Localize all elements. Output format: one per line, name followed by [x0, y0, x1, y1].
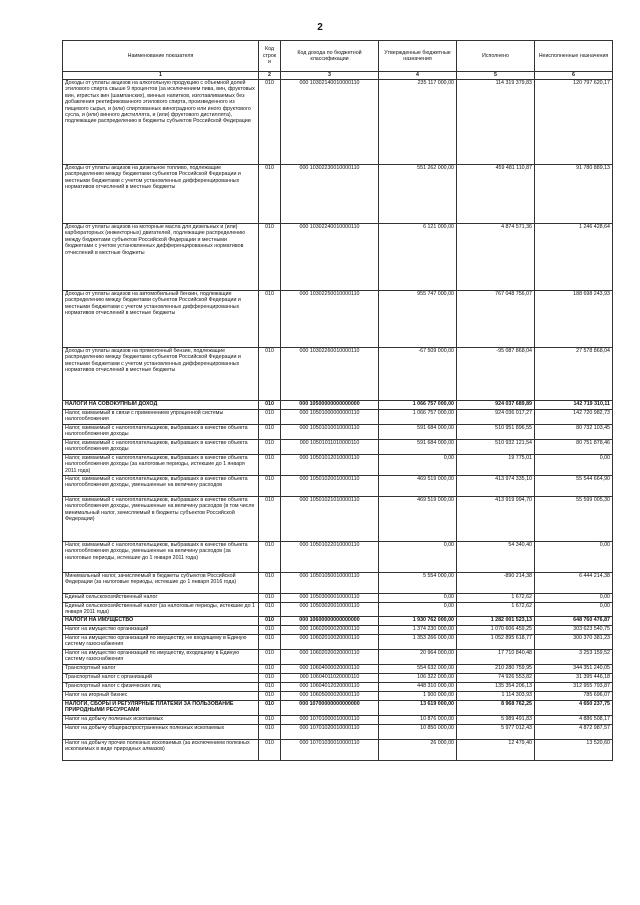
row-kbk: 000 10501050010000110 [281, 573, 379, 594]
row-approved: 0,00 [379, 603, 457, 617]
table-row [63, 603, 613, 617]
row-approved: 591 684 000,00 [379, 440, 457, 455]
row-executed: 413 974 335,10 [457, 476, 535, 497]
row-remaining: 27 578 868,04 [535, 348, 613, 401]
row-remaining: 300 370 381,23 [535, 635, 613, 650]
row-approved: 10 850 000,00 [379, 725, 457, 740]
row-line-code: 010 [259, 650, 281, 665]
row-remaining: 785 696,07 [535, 692, 613, 701]
row-executed: 210 280 759,95 [457, 665, 535, 674]
row-kbk: 000 10503000010000110 [281, 594, 379, 603]
row-kbk: 000 10501021010000110 [281, 497, 379, 542]
row-kbk: 000 10501022010000110 [281, 542, 379, 573]
row-approved: 235 117 000,00 [379, 80, 457, 165]
table-row [63, 683, 613, 692]
row-approved: 10 876 000,00 [379, 716, 457, 725]
row-line-code: 010 [259, 401, 281, 410]
row-approved: 6 121 000,00 [379, 224, 457, 291]
table-row [63, 635, 613, 650]
header-executed: Исполнено [457, 41, 535, 72]
row-name: Транспортный налог с организаций [63, 674, 259, 683]
row-remaining: 0,00 [535, 603, 613, 617]
column-number: 1 [63, 72, 259, 80]
column-number: 3 [281, 72, 379, 80]
row-name: Транспортный налог с физических лиц [63, 683, 259, 692]
row-line-code: 010 [259, 674, 281, 683]
row-approved: 5 554 000,00 [379, 573, 457, 594]
column-number: 6 [535, 72, 613, 80]
row-name: Транспортный налог [63, 665, 259, 674]
row-name: Налог, взимаемый с налогоплательщиков, выбравших в качестве объекта налогообложения доходы, уменьшенные на величину расходов [63, 476, 259, 497]
table-row [63, 725, 613, 740]
row-line-code: 010 [259, 594, 281, 603]
row-remaining: 142 719 310,11 [535, 401, 613, 410]
row-name: Налог на добычу общераспространенных полезных ископаемых [63, 725, 259, 740]
row-remaining: 303 623 540,75 [535, 626, 613, 635]
header-approved: Утвержденные бюджетные назначения [379, 41, 457, 72]
row-remaining: 0,00 [535, 455, 613, 476]
row-remaining: 55 544 664,90 [535, 476, 613, 497]
row-approved: 551 262 000,00 [379, 165, 457, 224]
row-executed: 74 926 553,82 [457, 674, 535, 683]
row-remaining: 6 444 214,38 [535, 573, 613, 594]
row-executed: 54 340,40 [457, 542, 535, 573]
row-executed: 12 479,40 [457, 740, 535, 761]
header-budget-classification-code: Код дохода по бюджетной классификации [281, 41, 379, 72]
row-remaining: 13 520,60 [535, 740, 613, 761]
row-executed: 5 977 012,43 [457, 725, 535, 740]
row-name: Налог, взимаемый с налогоплательщиков, выбравших в качестве объекта налогообложения доходы [63, 425, 259, 440]
row-line-code: 010 [259, 455, 281, 476]
row-kbk: 000 10701030010000110 [281, 740, 379, 761]
table-row [63, 542, 613, 573]
row-kbk: 000 10602010020000110 [281, 635, 379, 650]
row-executed: 4 874 571,36 [457, 224, 535, 291]
table-row [63, 455, 613, 476]
row-line-code: 010 [259, 497, 281, 542]
row-remaining: 80 751 878,46 [535, 440, 613, 455]
row-executed: 1 672,62 [457, 603, 535, 617]
row-kbk: 000 10602020020000110 [281, 650, 379, 665]
row-approved: 955 747 000,00 [379, 291, 457, 348]
row-kbk: 000 10700000000000000 [281, 701, 379, 716]
row-remaining: 648 760 476,87 [535, 617, 613, 626]
row-remaining: 0,00 [535, 542, 613, 573]
row-name: Налог на игорный бизнес [63, 692, 259, 701]
row-line-code: 010 [259, 348, 281, 401]
row-kbk: 000 10604012020000110 [281, 683, 379, 692]
row-remaining: 344 351 240,05 [535, 665, 613, 674]
table-row [63, 692, 613, 701]
row-name: Налог на имущество организаций по имуществу, не входящему в Единую систему газоснабжения [63, 635, 259, 650]
row-remaining: 1 246 428,64 [535, 224, 613, 291]
row-line-code: 010 [259, 683, 281, 692]
row-name: Налог на добычу полезных ископаемых [63, 716, 259, 725]
row-line-code: 010 [259, 617, 281, 626]
row-executed: 924 037 689,89 [457, 401, 535, 410]
table-row [63, 401, 613, 410]
table-row [63, 740, 613, 761]
row-name: Налог на имущество организаций по имуществу, входящему в Единую систему газоснабжения [63, 650, 259, 665]
row-line-code: 010 [259, 410, 281, 425]
row-executed: 767 048 756,07 [457, 291, 535, 348]
row-line-code: 010 [259, 476, 281, 497]
row-kbk: 000 10605000020000110 [281, 692, 379, 701]
row-line-code: 010 [259, 626, 281, 635]
table-row [63, 701, 613, 716]
row-name: Налог на добычу прочих полезных ископаемых (за исключением полезных ископаемых в виде природных алмазов) [63, 740, 259, 761]
row-name: Доходы от уплаты акцизов на дизельное топливо, подлежащие распределению между бюджетами субъектов Российской Федерации и местными бюджетами с учетом установленных дифференцированных нормативов отчислений в местные бюджеты [63, 165, 259, 224]
table-row [63, 224, 613, 291]
row-executed: 1 282 001 523,13 [457, 617, 535, 626]
row-kbk: 000 10302260010000110 [281, 348, 379, 401]
row-executed: 5 989 491,83 [457, 716, 535, 725]
row-name: Доходы от уплаты акцизов на автомобильный бензин, подлежащие распределению между бюджетами субъектов Российской Федерации и местными бюджетами с учетом установленных дифференцированных нормативов отчислений в местные бюджеты [63, 291, 259, 348]
row-name: Налог, взимаемый в связи с применением упрощенной системы налогообложения [63, 410, 259, 425]
row-executed: 114 319 379,83 [457, 80, 535, 165]
table-row [63, 80, 613, 165]
row-executed: 510 951 896,55 [457, 425, 535, 440]
row-executed: 19 775,01 [457, 455, 535, 476]
row-line-code: 010 [259, 603, 281, 617]
row-line-code: 010 [259, 635, 281, 650]
row-approved: 13 619 000,00 [379, 701, 457, 716]
row-executed: 1 114 303,93 [457, 692, 535, 701]
budget-revenue-table [62, 40, 613, 761]
row-executed: 1 070 606 459,25 [457, 626, 535, 635]
row-approved: 1 066 757 000,00 [379, 401, 457, 410]
row-kbk: 000 10604011020000110 [281, 674, 379, 683]
row-approved: 0,00 [379, 542, 457, 573]
table-row [63, 716, 613, 725]
row-kbk: 000 10501020010000110 [281, 476, 379, 497]
row-executed: 8 968 762,25 [457, 701, 535, 716]
row-line-code: 010 [259, 573, 281, 594]
row-line-code: 010 [259, 80, 281, 165]
row-approved: 1 930 762 000,00 [379, 617, 457, 626]
row-approved: 1 353 266 000,00 [379, 635, 457, 650]
row-remaining: 312 955 793,87 [535, 683, 613, 692]
row-name: Единый сельскохозяйственный налог (за налоговые периоды, истекшие до 1 января 2011 года) [63, 603, 259, 617]
row-name: Доходы от уплаты акцизов на прямогонный бензин, подлежащие распределению между бюджетами субъектов Российской Федерации и местными бюджетами с учетом установленных дифференцированных нормативов отчислений в местные бюджеты [63, 348, 259, 401]
row-kbk: 000 10600000000000000 [281, 617, 379, 626]
table-row [63, 476, 613, 497]
row-name: Налог, взимаемый с налогоплательщиков, выбравших в качестве объекта налогообложения доходы, уменьшенные на величину расходов (за налоговые периоды, истекшие до 1 января 2011 года) [63, 542, 259, 573]
row-line-code: 010 [259, 725, 281, 740]
table-row [63, 348, 613, 401]
row-kbk: 000 10501011010000110 [281, 440, 379, 455]
table-row [63, 626, 613, 635]
row-line-code: 010 [259, 542, 281, 573]
row-line-code: 010 [259, 291, 281, 348]
row-kbk: 000 10500000000000000 [281, 401, 379, 410]
row-kbk: 000 10701000010000110 [281, 716, 379, 725]
row-approved: 448 310 000,00 [379, 683, 457, 692]
row-line-code: 010 [259, 665, 281, 674]
row-kbk: 000 10501012010000110 [281, 455, 379, 476]
row-remaining: 188 698 243,93 [535, 291, 613, 348]
row-executed: 17 710 840,48 [457, 650, 535, 665]
row-executed: 510 932 121,54 [457, 440, 535, 455]
row-name: Доходы от уплаты акцизов на моторные масла для дизельных и (или) карбюраторных (инжекторных) двигателей, подлежащие распределению между бюджетами субъектов Российской Федерации и местными бюджетами с учетом установленных дифференцированных нормативов отчислений в местные бюджеты [63, 224, 259, 291]
row-line-code: 010 [259, 425, 281, 440]
row-kbk: 000 10604000020000110 [281, 665, 379, 674]
table-row [63, 425, 613, 440]
row-executed: 924 036 017,27 [457, 410, 535, 425]
row-approved: 1 374 230 000,00 [379, 626, 457, 635]
row-kbk: 000 10302140010000110 [281, 80, 379, 165]
row-line-code: 010 [259, 224, 281, 291]
row-name: Минимальный налог, зачисляемый в бюджеты субъектов Российской Федерации (за налоговые периоды, истекшие до 1 января 2016 года) [63, 573, 259, 594]
row-kbk: 000 10302240010000110 [281, 224, 379, 291]
table-row [63, 665, 613, 674]
table-row [63, 573, 613, 594]
column-number: 2 [259, 72, 281, 80]
page-number: 2 [317, 22, 323, 33]
column-number: 5 [457, 72, 535, 80]
row-remaining: 3 253 159,52 [535, 650, 613, 665]
row-name: Налог, взимаемый с налогоплательщиков, выбравших в качестве объекта налогообложения доходы, уменьшенные на величину расходов (в том числе минимальный налог, зачисляемый в бюджеты субъектов Российской Федерации) [63, 497, 259, 542]
row-kbk: 000 10503020010000110 [281, 603, 379, 617]
row-approved: 106 322 000,00 [379, 674, 457, 683]
row-remaining: 91 780 889,13 [535, 165, 613, 224]
row-name: Налог, взимаемый с налогоплательщиков, выбравших в качестве объекта налогообложения доходы [63, 440, 259, 455]
row-remaining: 120 797 620,17 [535, 80, 613, 165]
row-name: НАЛОГИ НА СОВОКУПНЫЙ ДОХОД [63, 401, 259, 410]
row-line-code: 010 [259, 440, 281, 455]
row-approved: 469 519 000,00 [379, 497, 457, 542]
row-name: НАЛОГИ НА ИМУЩЕСТВО [63, 617, 259, 626]
table-row [63, 410, 613, 425]
row-line-code: 010 [259, 716, 281, 725]
row-approved: 26 000,00 [379, 740, 457, 761]
row-executed: 1 052 895 618,77 [457, 635, 535, 650]
row-kbk: 000 10701020010000110 [281, 725, 379, 740]
row-remaining: 55 599 005,30 [535, 497, 613, 542]
row-remaining: 4 650 237,75 [535, 701, 613, 716]
row-name: Налог на имущество организаций [63, 626, 259, 635]
row-name: Единый сельскохозяйственный налог [63, 594, 259, 603]
row-remaining: 31 395 446,18 [535, 674, 613, 683]
row-remaining: 142 720 982,73 [535, 410, 613, 425]
table-row [63, 497, 613, 542]
column-number: 4 [379, 72, 457, 80]
table-body [63, 80, 613, 761]
row-kbk: 000 10501000000000110 [281, 410, 379, 425]
table-row [63, 291, 613, 348]
header-indicator-name: Наименование показателя [63, 41, 259, 72]
table-row [63, 440, 613, 455]
table-row [63, 674, 613, 683]
row-approved: 0,00 [379, 455, 457, 476]
row-approved: 469 519 000,00 [379, 476, 457, 497]
row-line-code: 010 [259, 165, 281, 224]
table-row [63, 165, 613, 224]
row-kbk: 000 10302230010000110 [281, 165, 379, 224]
table-row [63, 650, 613, 665]
row-name: Налог, взимаемый с налогоплательщиков, выбравших в качестве объекта налогообложения доходы (за налоговые периоды, истекшие до 1 января 2011 года) [63, 455, 259, 476]
row-executed: 459 481 110,87 [457, 165, 535, 224]
row-name: Доходы от уплаты акцизов на алкогольную продукцию с объемной долей этилового спирта свыше 9 процентов (за исключением пива, вин, фруктовых вин, игристых вин (шампанских), винных напитков, изготавливаемых без добавления ректификованного этилового спирта, произведенного из пищевого сырья, и (или) спиртованных виноградного или иного фруктового сусла, и (или) винного дистиллята, и (или) фруктового дистиллята), подлежащие распределению в бюджеты субъектов Российской Федерации [63, 80, 259, 165]
row-kbk: 000 10501010010000110 [281, 425, 379, 440]
row-approved: 1 900 000,00 [379, 692, 457, 701]
row-approved: 0,00 [379, 594, 457, 603]
row-executed: -95 087 868,04 [457, 348, 535, 401]
row-kbk: 000 10302250010000110 [281, 291, 379, 348]
row-approved: -67 509 000,00 [379, 348, 457, 401]
row-line-code: 010 [259, 740, 281, 761]
row-approved: 554 632 000,00 [379, 665, 457, 674]
row-remaining: 0,00 [535, 594, 613, 603]
row-remaining: 4 872 987,57 [535, 725, 613, 740]
row-executed: 1 672,62 [457, 594, 535, 603]
header-remaining: Неисполненные назначения [535, 41, 613, 72]
row-line-code: 010 [259, 692, 281, 701]
row-name: НАЛОГИ, СБОРЫ И РЕГУЛЯРНЫЕ ПЛАТЕЖИ ЗА ПОЛЬЗОВАНИЕ ПРИРОДНЫМИ РЕСУРСАМИ [63, 701, 259, 716]
row-executed: -890 214,38 [457, 573, 535, 594]
row-executed: 413 919 994,70 [457, 497, 535, 542]
row-remaining: 4 886 508,17 [535, 716, 613, 725]
row-approved: 591 684 000,00 [379, 425, 457, 440]
table-row [63, 594, 613, 603]
row-approved: 1 066 757 000,00 [379, 410, 457, 425]
row-approved: 20 964 000,00 [379, 650, 457, 665]
row-line-code: 010 [259, 701, 281, 716]
row-remaining: 80 732 103,45 [535, 425, 613, 440]
header-line-code: Код строк и [259, 41, 281, 72]
row-executed: 135 354 206,13 [457, 683, 535, 692]
row-kbk: 000 10602000020000110 [281, 626, 379, 635]
table-row [63, 617, 613, 626]
